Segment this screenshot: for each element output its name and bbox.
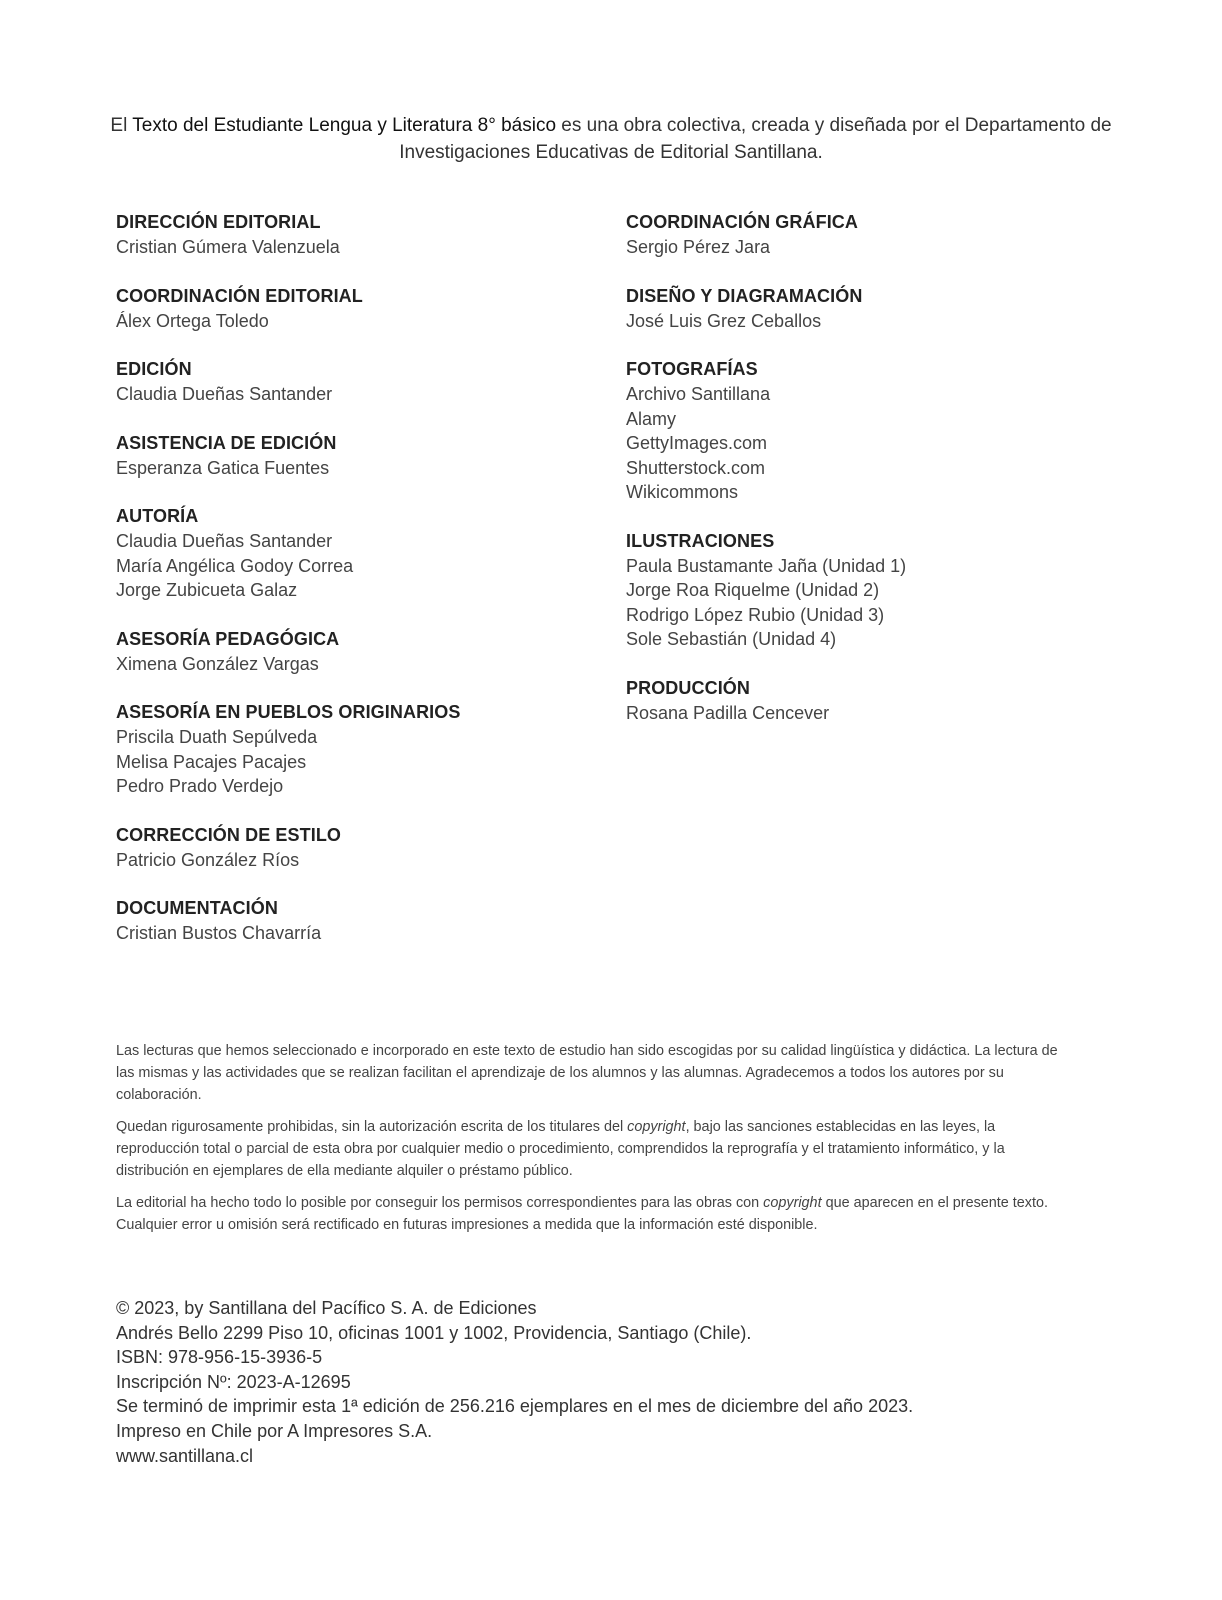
credit-name: Rosana Padilla Cencever (626, 702, 830, 723)
credit-heading: EDICIÓN (116, 359, 192, 379)
credit-name: Sole Sebastián (Unidad 4) (626, 629, 837, 649)
credit-heading: DIRECCIÓN EDITORIAL (116, 212, 321, 232)
credit-group (626, 210, 1096, 260)
credit-name: Álex Ortega Toledo (116, 310, 269, 331)
credit-heading: PRODUCCIÓN (626, 677, 751, 698)
imprint-line: Inscripción Nº: 2023-A-12695 (116, 1371, 351, 1392)
credit-heading: COORDINACIÓN EDITORIAL (116, 285, 363, 306)
credit-heading: ASESORÍA PEDAGÓGICA (116, 628, 340, 649)
credit-name: Cristian Gúmera Valenzuela (116, 237, 340, 257)
credit-name: Archivo Santillana (626, 384, 771, 404)
intro-book-title: Texto del Estudiante Lengua y Literatura 8° básico (132, 115, 557, 136)
credits-right-column (626, 210, 1096, 749)
credit-heading: CORRECCIÓN DE ESTILO (116, 824, 342, 845)
credit-name: Alamy (626, 408, 677, 429)
credit-name: José Luis Grez Ceballos (626, 310, 822, 331)
credit-group (626, 357, 1096, 505)
credit-group (116, 700, 586, 799)
credit-group (116, 431, 586, 481)
credit-name: Priscila Duath Sepúlveda (116, 727, 318, 747)
credit-heading: ILUSTRACIONES (626, 530, 775, 551)
legal-italic: copyright (627, 1119, 686, 1135)
imprint-line: © 2023, by Santillana del Pacífico S. A. de Ediciones (116, 1298, 537, 1318)
credit-group (116, 210, 586, 260)
credit-group (116, 627, 586, 677)
intro-paragraph (110, 112, 1112, 166)
imprint-line: www.santillana.cl (116, 1445, 254, 1466)
credit-heading: DOCUMENTACIÓN (116, 898, 278, 918)
credit-name: María Angélica Godoy Correa (116, 555, 354, 576)
legal-notice (116, 1040, 1076, 1246)
credit-heading: ASISTENCIA DE EDICIÓN (116, 432, 337, 453)
credit-heading: FOTOGRAFÍAS (626, 359, 758, 379)
credit-group (626, 676, 1096, 726)
credit-group (626, 284, 1096, 334)
credit-name: Pedro Prado Verdejo (116, 776, 284, 796)
credits-left-column (116, 210, 586, 970)
credit-name: Claudia Dueñas Santander (116, 384, 333, 404)
credit-group (116, 357, 586, 407)
legal-text: Quedan rigurosamente prohibidas, sin la autorización escrita de los titulares del (116, 1119, 628, 1135)
credit-group (116, 823, 586, 873)
credit-name: Shutterstock.com (626, 457, 766, 478)
credit-name: Paula Bustamante Jaña (Unidad 1) (626, 555, 907, 576)
legal-text: que aparecen en el presente texto. Cualquier error u omisión será rectificado en futuras impresiones a medida que la información esté disponible. (116, 1195, 1048, 1233)
credit-group (116, 896, 586, 946)
credit-heading: AUTORÍA (116, 506, 199, 526)
credit-group (626, 529, 1096, 652)
credit-heading: ASESORÍA EN PUEBLOS ORIGINARIOS (116, 702, 461, 722)
credit-group (116, 284, 586, 334)
credit-name: Sergio Pérez Jara (626, 237, 771, 257)
legal-text: La editorial ha hecho todo lo posible por conseguir los permisos correspondientes para las obras con (116, 1195, 764, 1211)
imprint-line: ISBN: 978-956-15-3936-5 (116, 1347, 323, 1368)
credit-name: Patricio González Ríos (116, 849, 300, 870)
credit-name: Claudia Dueñas Santander (116, 531, 333, 551)
credit-heading: COORDINACIÓN GRÁFICA (626, 212, 858, 232)
imprint-line: Impreso en Chile por A Impresores S.A. (116, 1420, 433, 1441)
credit-name: Jorge Roa Riquelme (Unidad 2) (626, 580, 880, 600)
intro-suffix: es una obra colectiva, creada y diseñada por el Departamento de Investigaciones Educativas de Editorial Santillana. (399, 115, 1112, 163)
credit-name: Jorge Zubicueta Galaz (116, 580, 298, 600)
imprint-block (116, 1296, 1076, 1468)
credit-name: Ximena González Vargas (116, 653, 319, 674)
imprint-line: Andrés Bello 2299 Piso 10, oficinas 1001 y 1002, Providencia, Santiago (Chile). (116, 1322, 752, 1343)
credit-group (116, 504, 586, 603)
credit-name: Esperanza Gatica Fuentes (116, 457, 330, 478)
legal-italic: copyright (763, 1195, 822, 1211)
legal-paragraph-readings: Las lecturas que hemos seleccionado e incorporado en este texto de estudio han sido escogidas por su calidad lingüística y didáctica. La lectura de las mismas y las actividades que se realizan facilitan el aprendizaje de los alumnos y las alumnas. Agradecemos a todos los autores por su colaboración. (116, 1043, 1058, 1103)
imprint-line: Se terminó de imprimir esta 1ª edición de 256.216 ejemplares en el mes de diciembre del año 2023. (116, 1396, 914, 1417)
credit-name: Melisa Pacajes Pacajes (116, 751, 307, 772)
credit-name: GettyImages.com (626, 433, 768, 453)
legal-text: , bajo las sanciones establecidas en las leyes, la reproducción total o parcial de esta obra por cualquier medio o procedimiento, comprendidos la reprografía y el tratamiento informático, y la distribución en ejemplares de ella mediante alquiler o préstamo público. (116, 1119, 1005, 1179)
credit-heading: DISEÑO Y DIAGRAMACIÓN (626, 285, 863, 306)
intro-prefix: El (110, 115, 133, 136)
legal-paragraph-copyright (116, 1116, 1076, 1182)
credit-name: Rodrigo López Rubio (Unidad 3) (626, 604, 885, 625)
credit-name: Wikicommons (626, 482, 739, 502)
credit-name: Cristian Bustos Chavarría (116, 923, 322, 943)
legal-paragraph-permissions (116, 1192, 1076, 1236)
